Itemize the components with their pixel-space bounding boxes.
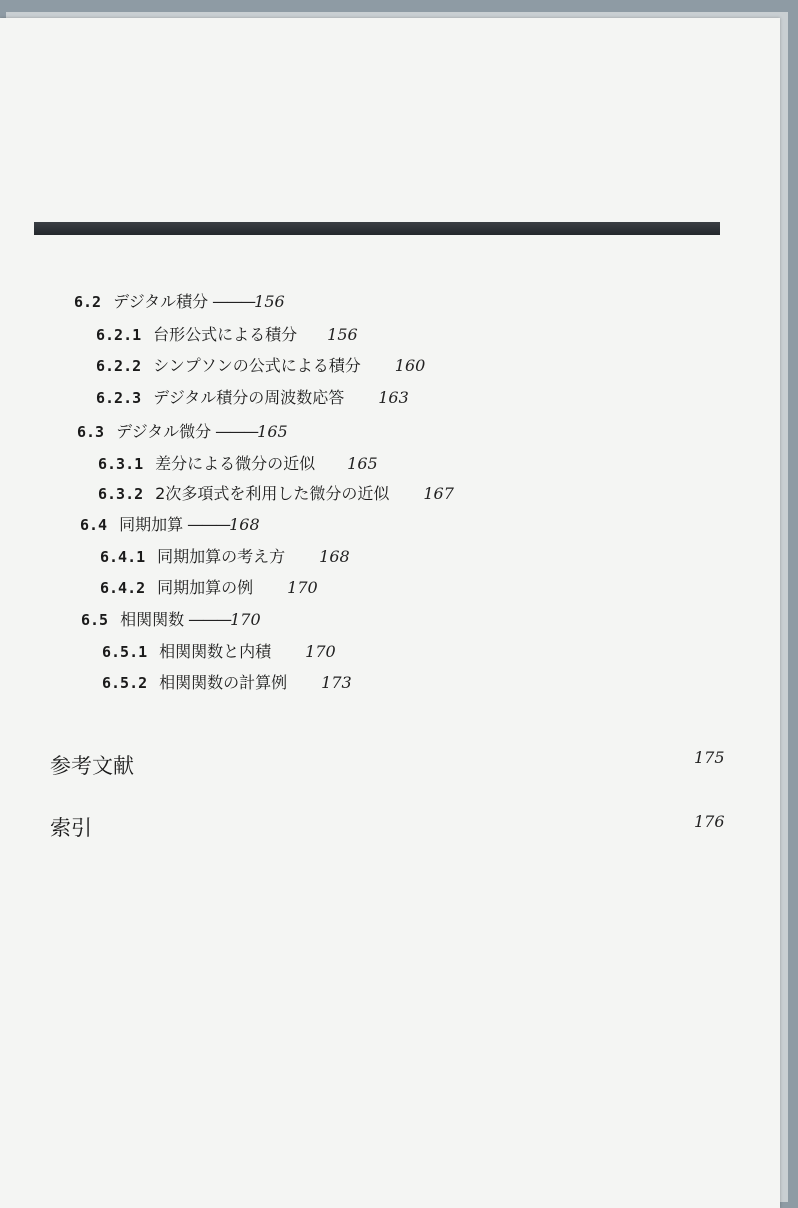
toc-entry-6-4-2 xyxy=(100,578,318,598)
page-number: 170 xyxy=(305,642,336,661)
section-number: 6.2.3 xyxy=(96,389,142,407)
references-page-number: 175 xyxy=(694,748,725,767)
toc-entry-6-4-1 xyxy=(100,547,350,567)
toc-entry-6-2-1 xyxy=(96,325,358,345)
section-number: 6.3 xyxy=(77,423,105,441)
section-title: 相関関数 xyxy=(120,610,185,629)
index-heading: 索引 xyxy=(50,816,92,840)
section-title: 台形公式による積分 xyxy=(153,325,298,344)
section-number: 6.3.2 xyxy=(98,485,144,503)
section-number: 6.5.2 xyxy=(102,674,148,692)
toc-entry-6-5-2 xyxy=(102,673,352,693)
toc-entry-6-4 xyxy=(80,515,260,535)
index-page-number: 176 xyxy=(694,812,725,831)
toc-entry-6-2 xyxy=(74,292,285,312)
section-title: デジタル積分の周波数応答 xyxy=(153,388,345,407)
page-number: 168 xyxy=(229,515,260,534)
section-title: 差分による微分の近似 xyxy=(155,454,316,473)
section-title: シンプソンの公式による積分 xyxy=(153,356,361,375)
leader-dash: ——— xyxy=(212,292,255,311)
section-title: デジタル積分 xyxy=(113,292,209,311)
page-number: 160 xyxy=(394,356,426,375)
section-title: 同期加算の例 xyxy=(157,578,254,597)
toc-entry-6-5-1 xyxy=(102,642,336,662)
section-number: 6.4.1 xyxy=(100,548,146,566)
leader-dash: ——— xyxy=(187,515,230,534)
toc-entry-6-3-2 xyxy=(98,484,454,504)
section-title: 2次多項式を利用した微分の近似 xyxy=(155,484,390,503)
page-number: 168 xyxy=(319,547,350,566)
toc-entry-6-3-1 xyxy=(98,454,378,474)
toc-entry-6-2-3 xyxy=(96,388,409,408)
page-number: 173 xyxy=(321,673,352,692)
section-number: 6.3.1 xyxy=(98,455,144,473)
section-number: 6.4.2 xyxy=(100,579,146,597)
section-title: 相関関数と内積 xyxy=(159,642,272,661)
toc-entry-6-5 xyxy=(81,610,261,630)
page-number: 170 xyxy=(287,578,318,597)
page-number: 163 xyxy=(378,388,409,407)
page-number: 165 xyxy=(257,422,288,441)
leader-dash: ——— xyxy=(215,422,258,441)
section-number: 6.2.1 xyxy=(96,326,142,344)
section-number: 6.2 xyxy=(74,293,102,311)
section-number: 6.5 xyxy=(81,611,109,629)
section-title: デジタル微分 xyxy=(116,422,212,441)
references-heading: 参考文献 xyxy=(50,754,134,778)
section-number: 6.2.2 xyxy=(96,357,142,375)
leader-dash: ——— xyxy=(188,610,231,629)
section-number: 6.4 xyxy=(80,516,108,534)
toc-entry-6-3 xyxy=(77,422,288,442)
section-title: 相関関数の計算例 xyxy=(159,673,288,692)
page-number: 156 xyxy=(254,292,285,311)
section-title: 同期加算の考え方 xyxy=(157,547,286,566)
section-title: 同期加算 xyxy=(119,515,184,534)
page-number: 167 xyxy=(423,484,454,503)
page-number: 156 xyxy=(327,325,358,344)
toc-entry-6-2-2 xyxy=(96,356,425,376)
section-number: 6.5.1 xyxy=(102,643,148,661)
page-number: 170 xyxy=(230,610,261,629)
header-rule xyxy=(34,222,720,235)
page-number: 165 xyxy=(347,454,378,473)
